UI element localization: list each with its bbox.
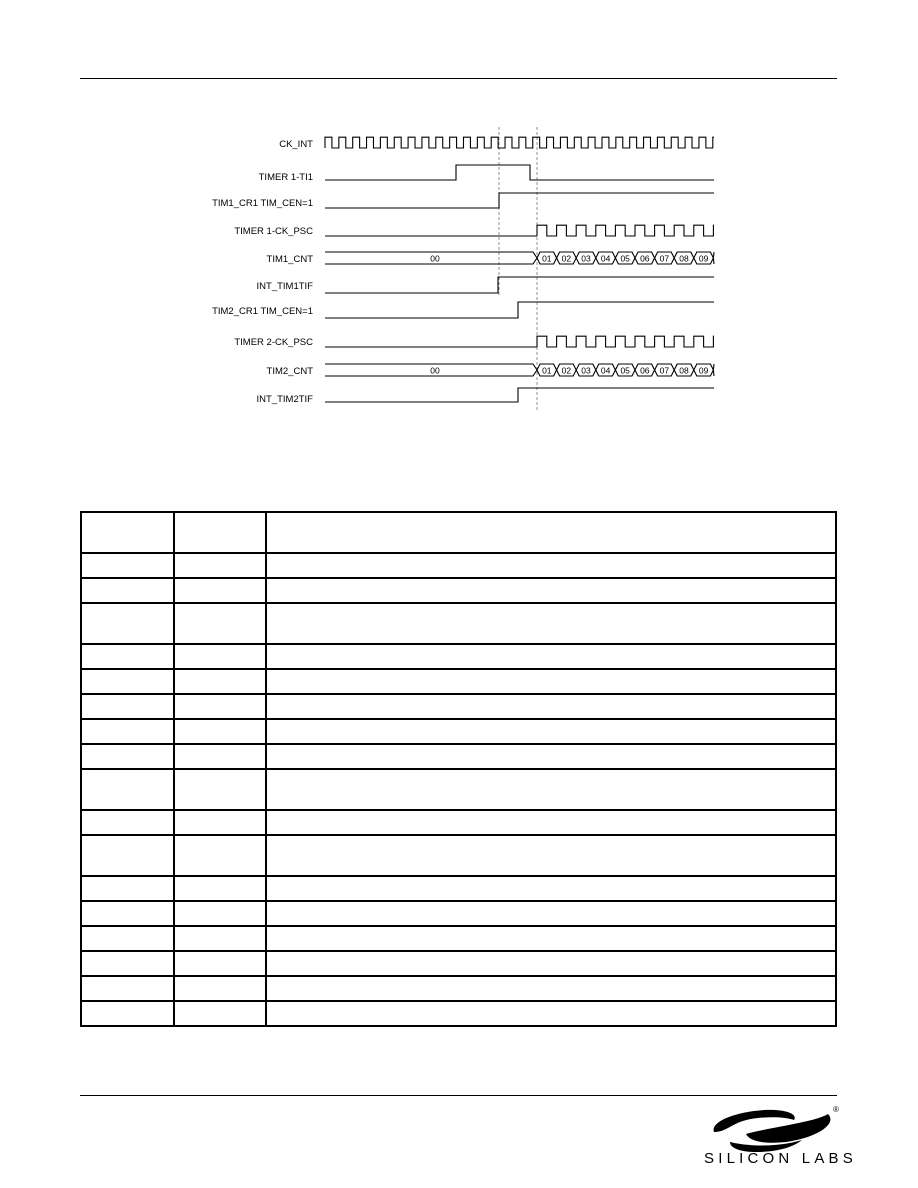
table-cell [266, 769, 836, 810]
table-row [81, 578, 836, 603]
table-cell [81, 926, 174, 951]
counter-value: 07 [659, 253, 670, 264]
interrupt-waveform [325, 388, 714, 402]
table-row [81, 744, 836, 769]
logo-swoosh-icon [714, 1110, 831, 1152]
table-cell [266, 835, 836, 876]
table-row [81, 603, 836, 644]
timing-diagram [0, 0, 918, 420]
table-cell [174, 901, 266, 926]
registered-mark: ® [833, 1105, 839, 1114]
counter-value: 02 [561, 253, 572, 264]
signal-label: TIM2_CNT [266, 366, 313, 377]
table-cell [81, 644, 174, 669]
table-cell [266, 901, 836, 926]
counter-value: 09 [698, 365, 709, 376]
table-cell [81, 976, 174, 1001]
table-cell [174, 951, 266, 976]
table-cell [174, 769, 266, 810]
table-cell [266, 512, 836, 553]
table-cell [81, 901, 174, 926]
table-cell [266, 694, 836, 719]
table-cell [81, 512, 174, 553]
enable-waveform [325, 302, 714, 318]
enable-waveform [325, 193, 714, 208]
table-cell [174, 744, 266, 769]
table-cell [266, 810, 836, 835]
table-cell [81, 951, 174, 976]
counter-value: 07 [659, 365, 670, 376]
signal-label: TIMER 1-TI1 [258, 172, 313, 183]
table-cell [174, 553, 266, 578]
table-row [81, 769, 836, 810]
table-cell [266, 719, 836, 744]
table-cell [81, 578, 174, 603]
prescaler-waveform [537, 225, 714, 236]
table-row [81, 901, 836, 926]
table-cell [174, 644, 266, 669]
table-cell [174, 719, 266, 744]
table-cell [174, 976, 266, 1001]
counter-value: 08 [679, 365, 689, 376]
table-cell [174, 926, 266, 951]
table-row [81, 694, 836, 719]
table-row [81, 719, 836, 744]
counter-value: 05 [620, 253, 630, 264]
table-cell [81, 603, 174, 644]
table-cell [174, 1001, 266, 1026]
counter-value: 08 [679, 253, 689, 264]
counter-value: 06 [640, 253, 650, 264]
table-cell [81, 810, 174, 835]
table-cell [266, 926, 836, 951]
table-row [81, 810, 836, 835]
table-header-row [81, 512, 836, 553]
table-cell [174, 512, 266, 553]
table-row [81, 926, 836, 951]
footer-rule [80, 1095, 837, 1096]
table-row [81, 976, 836, 1001]
table-row [81, 1001, 836, 1026]
table-cell [174, 810, 266, 835]
counter-cell [713, 364, 714, 376]
table-row [81, 951, 836, 976]
interrupt-waveform [325, 277, 714, 293]
table-row [81, 553, 836, 578]
counter-cell [713, 252, 714, 264]
table-cell [81, 744, 174, 769]
table-row [81, 644, 836, 669]
logo-text: SILICON LABS [704, 1150, 857, 1167]
counter-value: 03 [581, 365, 591, 376]
table-cell [81, 553, 174, 578]
input-waveform [325, 165, 714, 180]
counter-value: 01 [542, 253, 552, 264]
counter-value: 01 [542, 365, 552, 376]
table-cell [266, 669, 836, 694]
counter-value: 03 [581, 253, 591, 264]
signal-label: TIMER 1-CK_PSC [234, 226, 313, 237]
table-cell [266, 1001, 836, 1026]
table-row [81, 835, 836, 876]
table-cell [266, 744, 836, 769]
table-cell [266, 644, 836, 669]
counter-value: 04 [600, 253, 611, 264]
signal-label: TIM2_CR1 TIM_CEN=1 [212, 306, 313, 317]
prescaler-waveform [537, 336, 714, 347]
counter-value: 09 [698, 253, 709, 264]
table-cell [266, 553, 836, 578]
table-cell [174, 578, 266, 603]
table-cell [81, 876, 174, 901]
signal-label: TIM1_CNT [266, 254, 313, 265]
counter-value: 02 [561, 365, 572, 376]
signal-label: INT_TIM2TIF [256, 394, 313, 405]
table-cell [174, 669, 266, 694]
counter-value: 06 [640, 365, 650, 376]
signal-label: INT_TIM1TIF [256, 281, 313, 292]
table-cell [174, 876, 266, 901]
table-cell [266, 976, 836, 1001]
counter-value: 00 [430, 365, 440, 376]
table-cell [174, 835, 266, 876]
counter-value: 05 [620, 365, 630, 376]
table-cell [81, 835, 174, 876]
table-cell [266, 603, 836, 644]
table-cell [174, 694, 266, 719]
table-cell [81, 769, 174, 810]
table-cell [81, 694, 174, 719]
counter-value: 00 [430, 253, 440, 264]
table-cell [81, 719, 174, 744]
table-row [81, 669, 836, 694]
table-cell [174, 603, 266, 644]
signal-label: CK_INT [279, 139, 313, 150]
table-cell [266, 951, 836, 976]
counter-value: 04 [600, 365, 611, 376]
clock-waveform [325, 137, 714, 148]
table-cell [81, 669, 174, 694]
table-row [81, 876, 836, 901]
table-cell [81, 1001, 174, 1026]
signal-label: TIMER 2-CK_PSC [234, 337, 313, 348]
table-cell [266, 578, 836, 603]
table-cell [266, 876, 836, 901]
signal-label: TIM1_CR1 TIM_CEN=1 [212, 198, 313, 209]
register-table [80, 511, 837, 1027]
